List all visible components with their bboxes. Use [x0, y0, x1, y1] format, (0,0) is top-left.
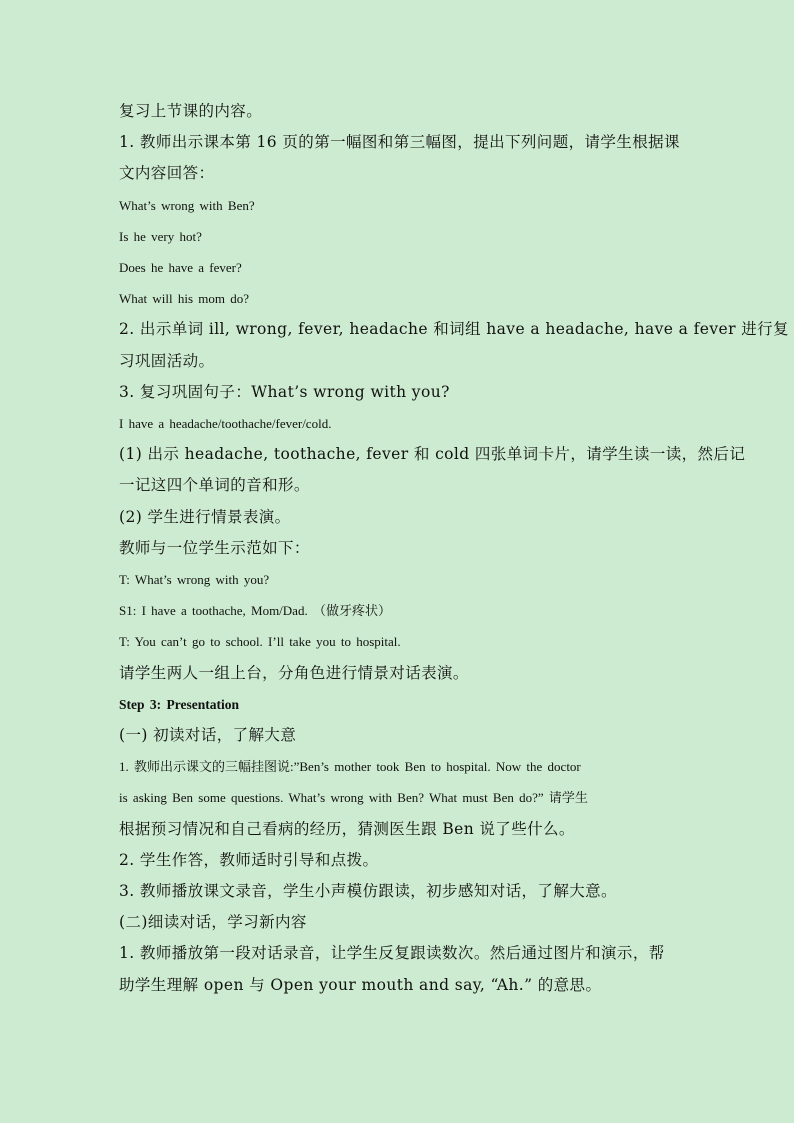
text-line: (2) 学生进行情景表演。 — [119, 507, 291, 526]
text-line: 3. 复习巩固句子：What’s wrong with you? — [119, 382, 450, 401]
text-line: 请学生两人一组上台，分角色进行情景对话表演。 — [119, 663, 469, 682]
question-line: Does he have a fever? — [119, 260, 242, 276]
text-line: 教师与一位学生示范如下： — [119, 538, 310, 557]
text-line: 2. 出示单词 ill, wrong, fever, headache 和词组 have a headache, have a fever 进行复 — [119, 320, 789, 339]
document-body — [119, 96, 789, 1001]
subsection-heading: (一) 初读对话，了解大意 — [119, 726, 297, 745]
question-line: Is he very hot? — [119, 228, 202, 244]
section-heading: Step 3: Presentation — [119, 696, 239, 712]
text-line: 文内容回答： — [119, 164, 215, 183]
text-line: 复习上节课的内容。 — [119, 102, 263, 120]
text-line: 助学生理解 open 与 Open your mouth and say, “Ah.” 的意思。 — [119, 975, 602, 994]
text-line: 1. 教师播放第一段对话录音，让学生反复跟读数次。然后通过图片和演示，帮 — [119, 944, 665, 963]
text-line: 3. 教师播放课文录音，学生小声模仿跟读，初步感知对话，了解大意。 — [119, 882, 617, 901]
text-line: 习巩固活动。 — [119, 351, 215, 370]
question-line: What’s wrong with Ben? — [119, 197, 255, 213]
dialogue-line: T: What’s wrong with you? — [119, 572, 270, 588]
text-line: (1) 出示 headache, toothache, fever 和 cold 四张单词卡片，请学生读一读，然后记 — [119, 445, 746, 464]
subsection-heading: (二)细读对话，学习新内容 — [119, 913, 307, 932]
sentence-line: I have a headache/toothache/fever/cold. — [119, 416, 332, 432]
question-line: What will his mom do? — [119, 291, 250, 307]
text-line: 1. 教师出示课文的三幅挂图说:”Ben’s mother took Ben to hospital. Now the doctor — [119, 759, 581, 775]
text-line: 根据预习情况和自己看病的经历，猜测医生跟 Ben 说了些什么。 — [119, 819, 575, 838]
text-line: is asking Ben some questions. What’s wrong with Ben? What must Ben do?” 请学生 — [119, 790, 588, 806]
dialogue-line: T: You can’t go to school. I’ll take you to hospital. — [119, 634, 401, 650]
text-line: 一记这四个单词的音和形。 — [119, 476, 310, 495]
text-line: 2. 学生作答，教师适时引导和点拨。 — [119, 850, 379, 869]
text-line: 1. 教师出示课本第 16 页的第一幅图和第三幅图，提出下列问题，请学生根据课 — [119, 133, 680, 152]
dialogue-line: S1: I have a toothache, Mom/Dad. （做牙疼状） — [119, 603, 391, 619]
